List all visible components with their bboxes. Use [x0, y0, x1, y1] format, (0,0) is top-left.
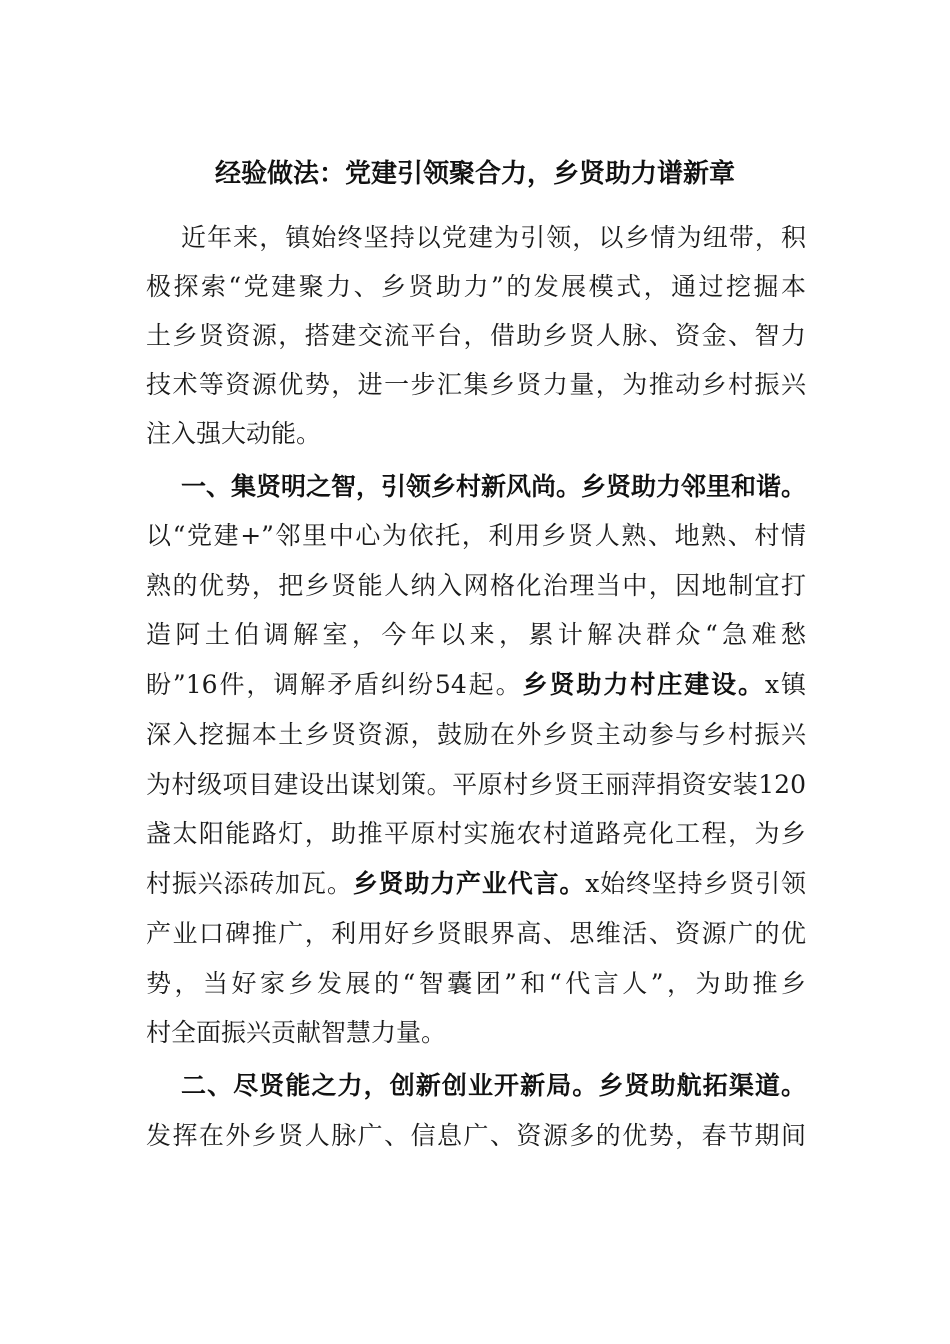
paragraph-line [146, 262, 806, 312]
section-heading: 二、尽贤能之力，创新创业开新局。乡贤助航拓渠道。 [181, 1071, 806, 1100]
line-text: 造阿土伯调解室，今年以来，累计解决群众“急难愁 [146, 620, 806, 649]
line-text: 极探索“党建聚力、乡贤助力”的发展模式，通过挖掘本 [146, 272, 806, 301]
line-text: 为村级项目建设出谋划策。平原村乡贤王丽萍捐资安装120 [146, 770, 806, 799]
line-text: 产业口碑推广，利用好乡贤眼界高、思维活、资源广的优 [146, 919, 806, 948]
line-text: 技术等资源优势，进一步汇集乡贤力量，为推动乡村振兴 [146, 370, 806, 399]
line-text: 土乡贤资源，搭建交流平台，借助乡贤人脉、资金、智力 [146, 321, 806, 350]
line-text: 盏太阳能路灯，助推平原村实施农村道路亮化工程，为乡 [146, 819, 806, 848]
paragraph-line [146, 610, 806, 660]
paragraph-line [146, 710, 806, 760]
paragraph-line [146, 409, 806, 459]
section-heading-line [181, 462, 806, 512]
line-text: 近年来，镇始终坚持以党建为引领，以乡情为纽带，积 [181, 223, 806, 252]
line-text: x镇 [764, 670, 806, 699]
line-text: 以“党建+”邻里中心为依托，利用乡贤人熟、地熟、村情 [146, 521, 806, 550]
paragraph-line [146, 760, 806, 810]
paragraph-line [146, 360, 806, 410]
paragraph-line [146, 859, 806, 909]
paragraph-line [146, 809, 806, 859]
line-text: 盼”16件，调解矛盾纠纷54起。 [146, 670, 523, 699]
section-heading: 一、集贤明之智，引领乡村新风尚。乡贤助力邻里和谐。 [181, 472, 807, 501]
line-text: 村振兴添砖加瓦。 [146, 869, 353, 898]
line-text: 深入挖掘本土乡贤资源，鼓励在外乡贤主动参与乡村振兴 [146, 720, 806, 749]
subheading-text: 乡贤助力村庄建设。 [522, 670, 765, 699]
line-text: 熟的优势，把乡贤能人纳入网格化治理当中，因地制宜打 [146, 571, 806, 600]
document-title: 经验做法：党建引领聚合力，乡贤助力谱新章 [214, 159, 735, 189]
paragraph-line [146, 311, 806, 361]
section-heading-line [181, 1061, 806, 1111]
paragraph-line [146, 561, 806, 611]
paragraph-line [146, 909, 806, 959]
paragraph-line [146, 1111, 806, 1161]
paragraph-line [146, 959, 806, 1009]
paragraph-line [146, 660, 806, 710]
paragraph-line [146, 1008, 806, 1058]
line-text: 发挥在外乡贤人脉广、信息广、资源多的优势，春节期间 [146, 1121, 806, 1150]
line-text: 注入强大动能。 [146, 419, 322, 448]
line-text: 势，当好家乡发展的“智囊团”和“代言人”，为助推乡 [146, 969, 806, 998]
line-text: x始终坚持乡贤引领 [585, 869, 806, 898]
line-text: 村全面振兴贡献智慧力量。 [146, 1018, 447, 1047]
subheading-text: 乡贤助力产业代言。 [352, 869, 586, 898]
paragraph-line [146, 511, 806, 561]
paragraph-line [181, 213, 806, 263]
